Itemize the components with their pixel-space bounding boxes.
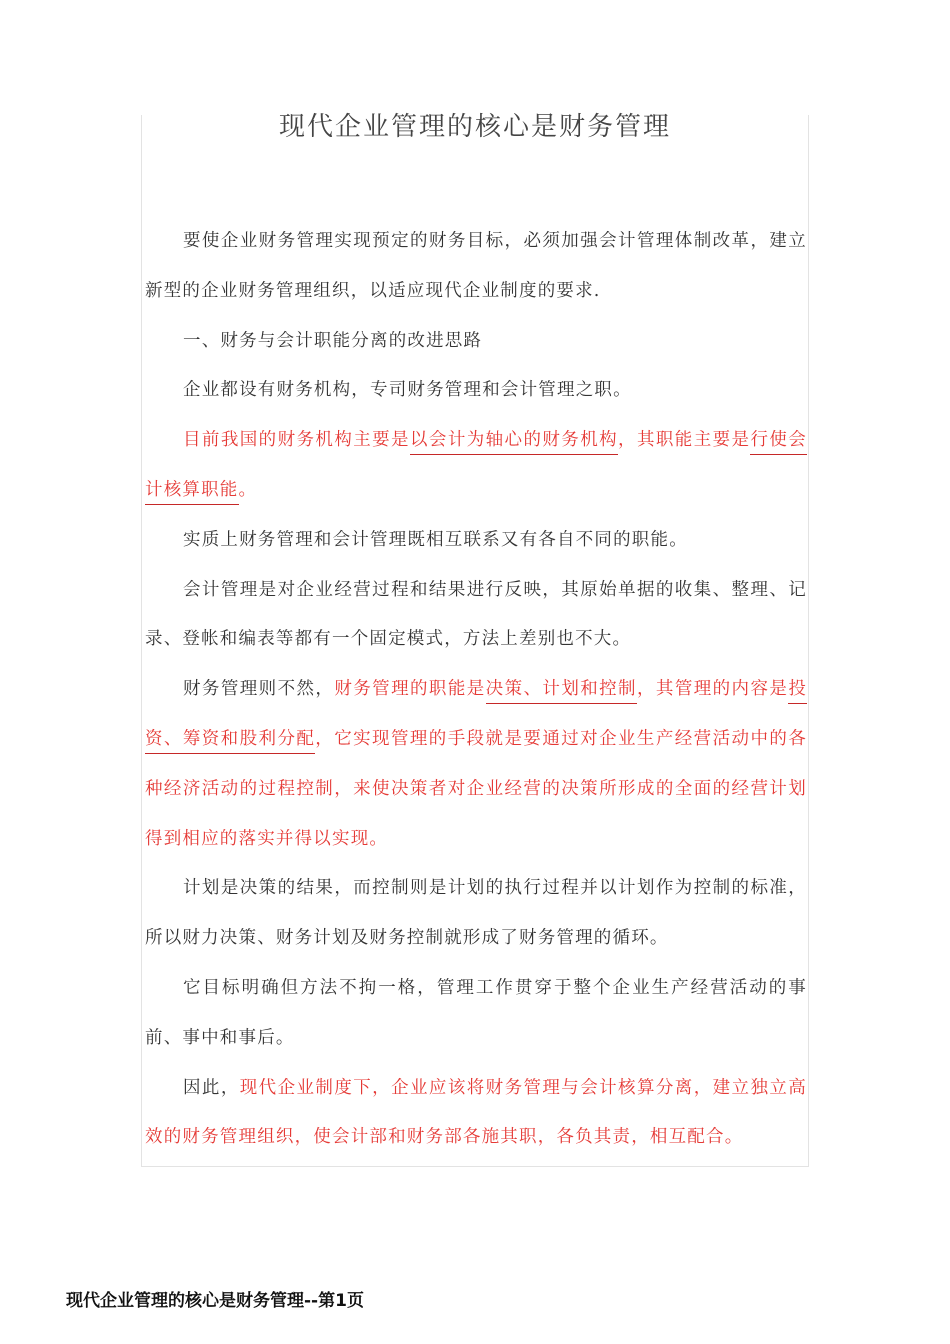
- highlight-text: 。: [238, 479, 258, 500]
- highlight-text: ，其职能主要是: [618, 430, 751, 451]
- paragraph-8: 计划是决策的结果，而控制则是计划的执行过程并以计划作为控制的标准，所以财力决策、财务计划及财务控制就形成了财务管理的循环。: [145, 878, 807, 949]
- highlight-text: ，其管理的内容是: [636, 679, 789, 700]
- paragraph-5: 实质上财务管理和会计管理既相互联系又有各自不同的职能。: [183, 529, 688, 550]
- underlined-text: 行使会计核算职能: [145, 430, 807, 505]
- paragraph-6: 会计管理是对企业经营过程和结果进行反映，其原始单据的收集、整理、记录、登帐和编表等都有一个固定模式，方法上差别也不大。: [145, 579, 807, 650]
- section-heading-1: 一、财务与会计职能分离的改进思路: [183, 330, 483, 351]
- underlined-text: 以会计为轴心的财务机构: [410, 430, 618, 455]
- document-body: [145, 217, 807, 1163]
- paragraph-1: 要使企业财务管理实现预定的财务目标，必须加强会计管理体制改革，建立新型的企业财务管理组织，以适应现代企业制度的要求.: [145, 231, 807, 301]
- highlight-text: 现代企业制度下，企业应该将财务管理与会计核算分离，建立独立高效的财务管理组织，使会计部和财务部各施其职，各负其责，相互配合。: [145, 1077, 807, 1148]
- page-footer: 现代企业管理的核心是财务管理--第1页: [66, 1291, 364, 1311]
- underlined-text: 决策、计划和控制: [486, 679, 637, 704]
- paragraph-4-highlight: [145, 416, 807, 516]
- paragraph-10: [145, 1064, 807, 1164]
- highlight-text: ，它实现管理的手段就是要通过对企业生产经营活动中的各种经济活动的过程控制，来使决策者对企业经营的决策所形成的全面的经营计划得到相应的落实并得以实现。: [145, 728, 807, 849]
- document-title: 现代企业管理的核心是财务管理: [278, 112, 671, 142]
- paragraph-3: 企业都设有财务机构，专司财务管理和会计管理之职。: [183, 380, 632, 401]
- highlight-text: 目前我国的财务机构主要是: [183, 430, 410, 451]
- plain-text: 财务管理则不然，: [183, 679, 335, 700]
- paragraph-7: [145, 665, 807, 864]
- plain-text: 因此，: [183, 1077, 240, 1098]
- paragraph-9: 它目标明确但方法不拘一格，管理工作贯穿于整个企业生产经营活动的事前、事中和事后。: [145, 977, 807, 1048]
- underlined-text: 投资、筹资和股利分配: [145, 679, 807, 754]
- highlight-text: 财务管理的职能是: [334, 679, 486, 700]
